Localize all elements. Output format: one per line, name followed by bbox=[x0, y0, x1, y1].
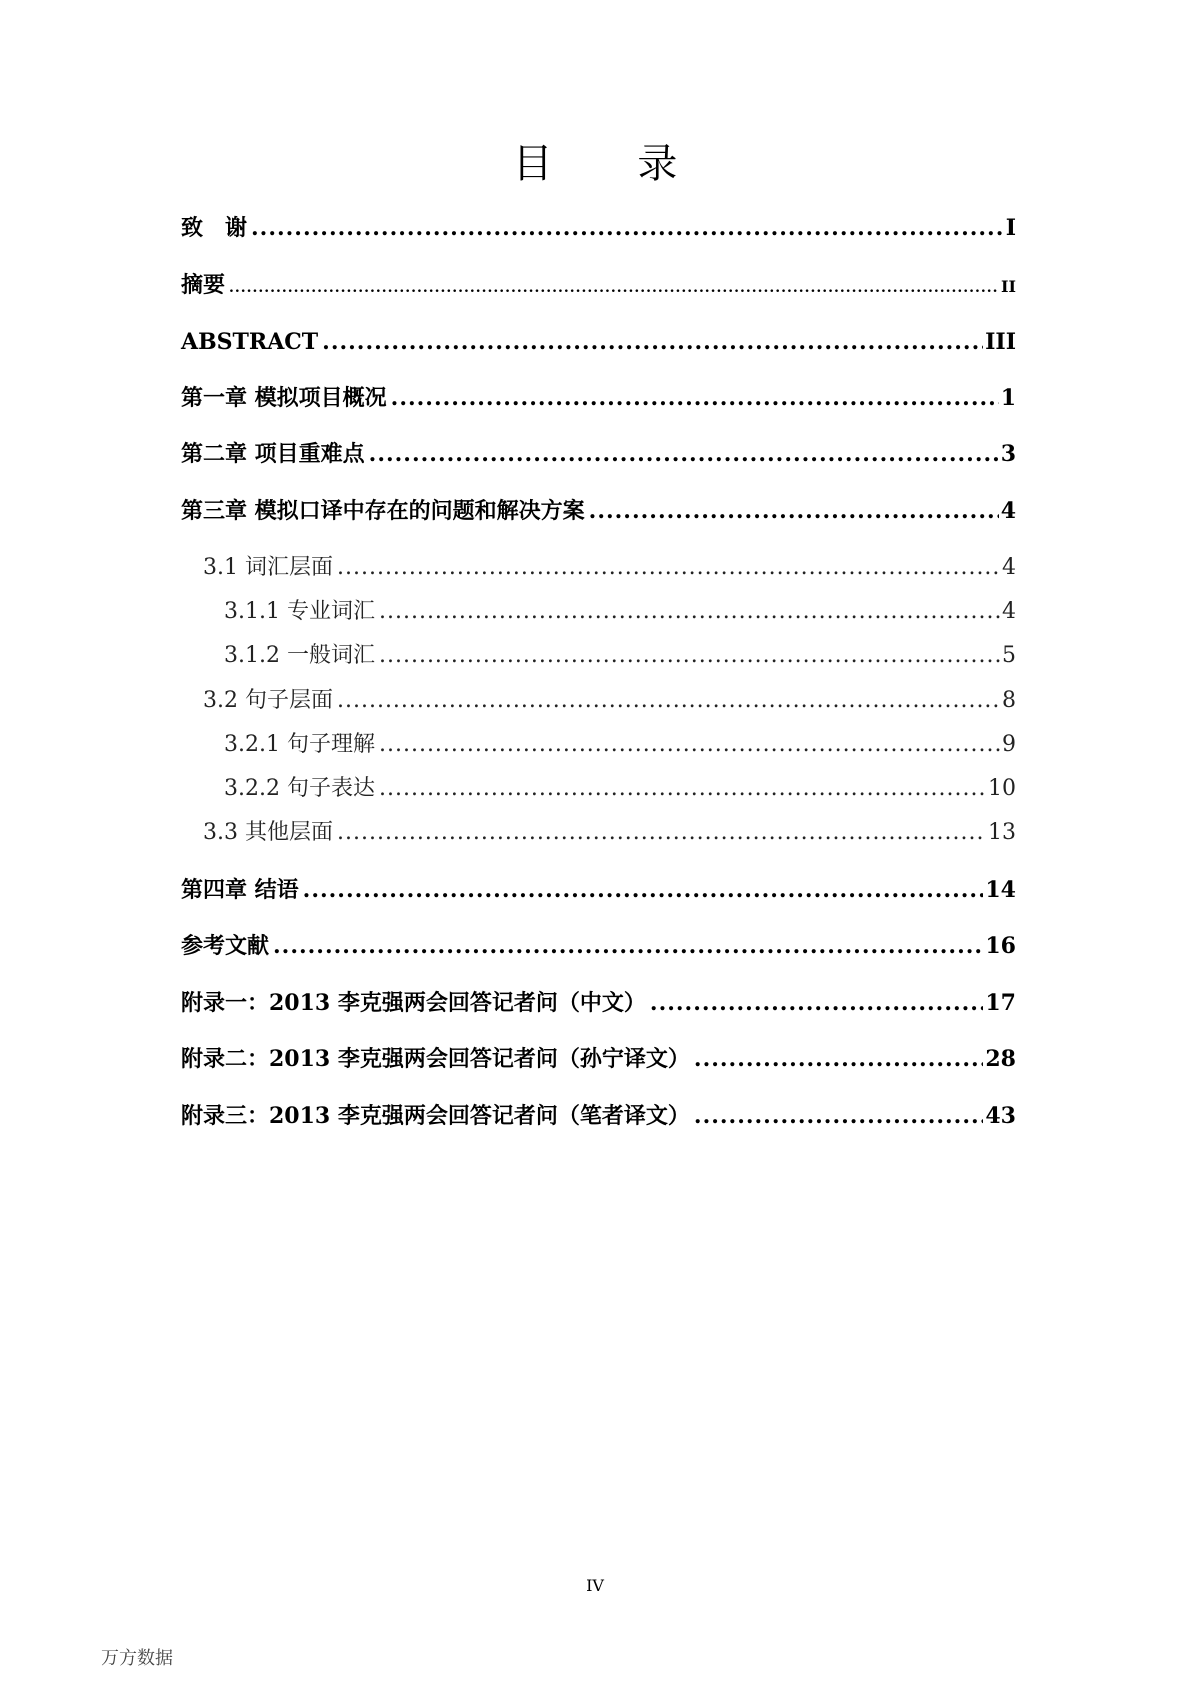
toc-entry-page: 4 bbox=[1000, 498, 1016, 524]
watermark-text: 万方数据 bbox=[101, 1648, 173, 1669]
toc-entry-label: 参考文献 bbox=[181, 933, 270, 959]
toc-entry-page: 16 bbox=[985, 933, 1016, 959]
toc-leader-dots bbox=[694, 1044, 983, 1074]
toc-entry-label: 第二章 项目重难点 bbox=[181, 441, 365, 467]
toc-entry-page: 3 bbox=[1000, 441, 1016, 467]
toc-leader-dots bbox=[322, 327, 983, 357]
page-title: 目 录 bbox=[512, 141, 714, 187]
toc-entry-page: 4 bbox=[1002, 599, 1016, 624]
toc-entry-label: 3.1.2 一般词汇 bbox=[224, 643, 375, 668]
toc-entry-label: ABSTRACT bbox=[181, 329, 319, 355]
toc-leader-dots bbox=[379, 641, 1000, 671]
toc-leader-dots bbox=[379, 597, 1000, 627]
toc-entry-label: 摘要 bbox=[181, 272, 226, 298]
toc-entry-page: 10 bbox=[988, 776, 1016, 801]
toc-entry-page: 28 bbox=[985, 1046, 1016, 1072]
toc-entry-section-3-2-2[interactable] bbox=[224, 774, 1016, 804]
toc-entry-label: 致 谢 bbox=[181, 215, 248, 241]
toc-leader-dots bbox=[589, 496, 999, 526]
toc-entry-label: 3.1.1 专业词汇 bbox=[224, 599, 375, 624]
toc-entry-chapter-1[interactable] bbox=[181, 383, 1016, 413]
toc-entry-page: I bbox=[1005, 215, 1016, 241]
toc-entry-page: 8 bbox=[1002, 688, 1016, 713]
toc-entry-label: 3.2.2 句子表达 bbox=[224, 776, 375, 801]
toc-entry-label: 3.2 句子层面 bbox=[203, 688, 333, 713]
toc-entry-page: 14 bbox=[985, 877, 1016, 903]
toc-leader-dots bbox=[303, 875, 984, 905]
toc-entry-label: 3.2.1 句子理解 bbox=[224, 732, 375, 757]
toc-leader-dots bbox=[337, 553, 1000, 583]
toc-leader-dots bbox=[229, 273, 999, 303]
footer-page-number: IV bbox=[586, 1576, 604, 1595]
toc-leader-dots bbox=[650, 988, 983, 1018]
toc-entry-page: 4 bbox=[1002, 555, 1016, 580]
toc-entry-abstract-en[interactable] bbox=[181, 327, 1016, 357]
toc-entry-page: 43 bbox=[985, 1103, 1016, 1129]
toc-entry-section-3-1[interactable] bbox=[203, 553, 1016, 583]
toc-entry-references[interactable] bbox=[181, 931, 1016, 961]
toc-entry-chapter-2[interactable] bbox=[181, 439, 1016, 469]
toc-entry-label: 3.1 词汇层面 bbox=[203, 555, 333, 580]
toc-entry-label: 第一章 模拟项目概况 bbox=[181, 385, 387, 411]
toc-entry-page: 9 bbox=[1002, 732, 1016, 757]
toc-leader-dots bbox=[337, 818, 986, 848]
toc-entry-label: 附录一：2013 李克强两会回答记者问（中文） bbox=[181, 990, 646, 1016]
toc-entry-section-3-1-2[interactable] bbox=[224, 641, 1016, 671]
toc-entry-label: 附录二：2013 李克强两会回答记者问（孙宁译文） bbox=[181, 1046, 690, 1072]
toc-entry-abstract-cn[interactable] bbox=[181, 270, 1016, 303]
toc-entry-chapter-4[interactable] bbox=[181, 875, 1016, 905]
toc-entry-page: III bbox=[985, 329, 1016, 355]
toc-entry-label: 附录三：2013 李克强两会回答记者问（笔者译文） bbox=[181, 1103, 690, 1129]
toc-entry-appendix-2[interactable] bbox=[181, 1044, 1016, 1074]
toc-entry-section-3-1-1[interactable] bbox=[224, 597, 1016, 627]
toc-entry-chapter-3[interactable] bbox=[181, 496, 1016, 526]
toc-entry-section-3-3[interactable] bbox=[203, 818, 1016, 848]
toc-leader-dots bbox=[694, 1101, 983, 1131]
toc-leader-dots bbox=[369, 439, 999, 469]
toc-entry-label: 第三章 模拟口译中存在的问题和解决方案 bbox=[181, 498, 585, 524]
toc-leader-dots bbox=[251, 213, 1004, 243]
toc-entry-label: 第四章 结语 bbox=[181, 877, 299, 903]
toc-leader-dots bbox=[337, 686, 1000, 716]
toc-leader-dots bbox=[273, 931, 983, 961]
toc-entry-page: 13 bbox=[988, 820, 1016, 845]
toc-entry-label: 3.3 其他层面 bbox=[203, 820, 333, 845]
toc-leader-dots bbox=[391, 383, 999, 413]
toc-entry-appendix-1[interactable] bbox=[181, 988, 1016, 1018]
toc-entry-section-3-2-1[interactable] bbox=[224, 730, 1016, 760]
toc-entry-appendix-3[interactable] bbox=[181, 1101, 1016, 1131]
toc-entry-page: II bbox=[1001, 277, 1016, 296]
toc-entry-section-3-2[interactable] bbox=[203, 686, 1016, 716]
toc-leader-dots bbox=[379, 774, 986, 804]
toc-entry-page: 5 bbox=[1002, 643, 1016, 668]
toc-leader-dots bbox=[379, 730, 1000, 760]
toc-entry-page: 17 bbox=[985, 990, 1016, 1016]
toc-entry-page: 1 bbox=[1000, 385, 1016, 411]
toc-entry-acknowledgements[interactable] bbox=[181, 213, 1016, 243]
